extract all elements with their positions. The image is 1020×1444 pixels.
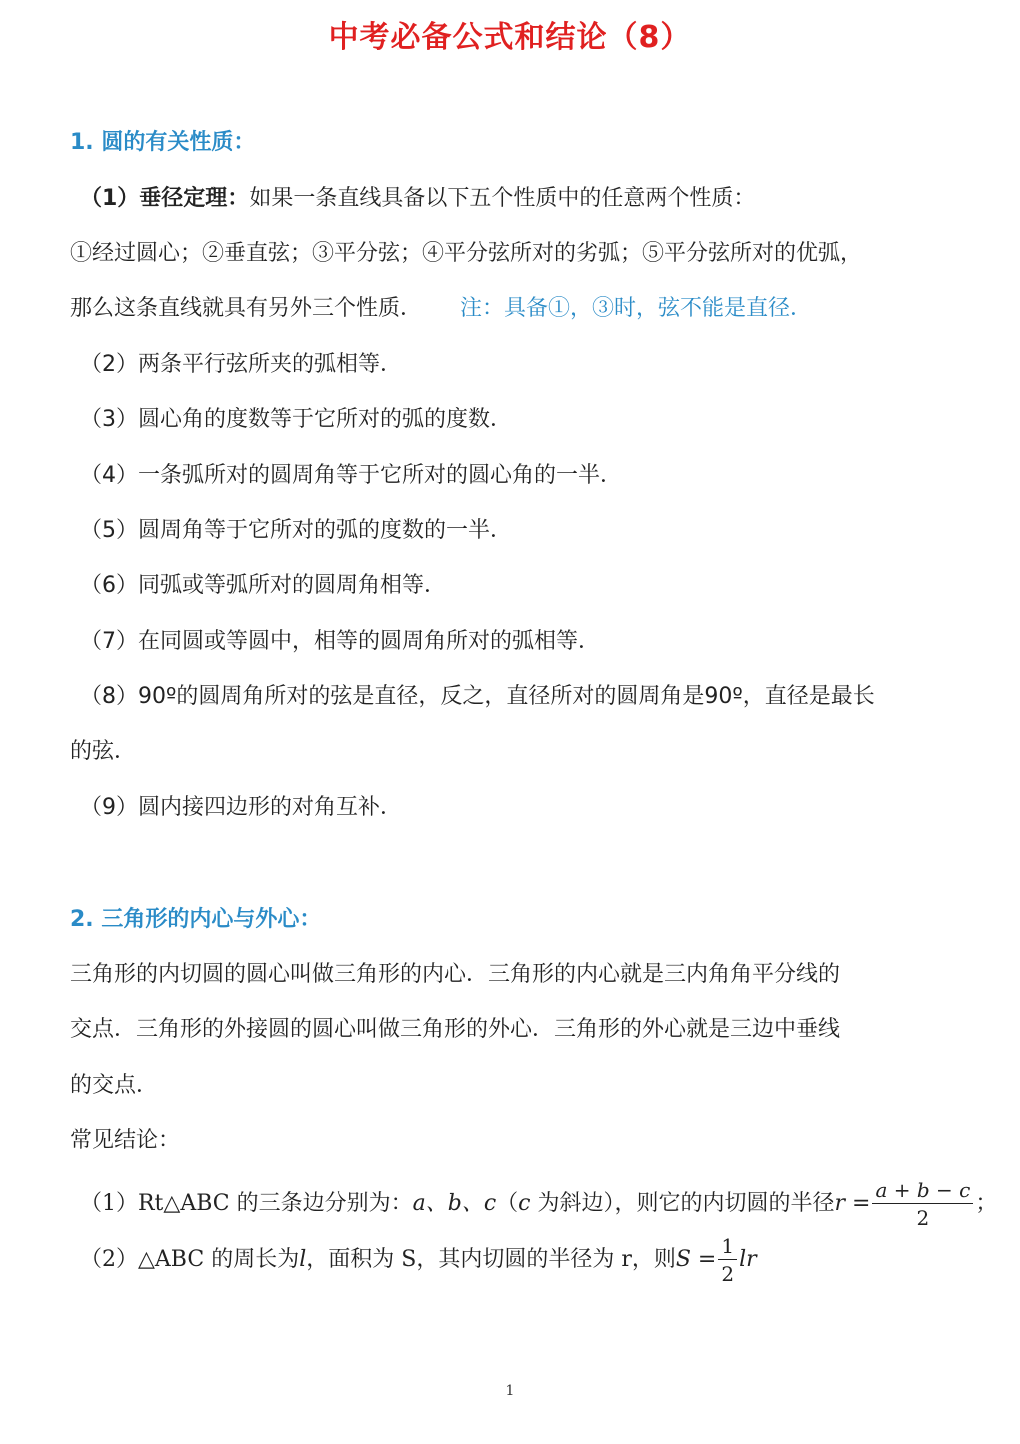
page-number: 1 — [505, 1383, 515, 1399]
conclusion-1-end: ； — [975, 1191, 998, 1216]
conclusion-1-fraction — [872, 1180, 973, 1228]
conclusion-1-numerator: a + b − c — [872, 1180, 973, 1204]
section-2-para-line-2: 交点．三角形的外接圆的圆心叫做三角形的外心．三角形的外心就是三边中垂线 — [70, 1017, 841, 1042]
conclusion-1-vars: a、b、c — [412, 1191, 497, 1216]
conclusion-1-c: c — [518, 1191, 531, 1216]
conclusion-1-lhs: r = — [834, 1191, 871, 1216]
conclusion-2-rhs: lr — [739, 1247, 757, 1272]
conclusion-2-fraction — [718, 1236, 737, 1284]
conclusion-1-prefix: （1）Rt△ABC 的三条边分别为： — [80, 1191, 413, 1216]
item-1-note: 注：具备①，③时，弦不能是直径． — [460, 296, 813, 321]
item-1-text: 如果一条直线具备以下五个性质中的任意两个性质： — [249, 186, 756, 211]
item-1-line-2: ①经过圆心；②垂直弦；③平分弦；④平分弦所对的劣弧；⑤平分弦所对的优弧， — [70, 241, 863, 266]
item-1-line-3-text: 那么这条直线就具有另外三个性质． — [70, 296, 423, 321]
section-1-heading: 1. 圆的有关性质： — [70, 130, 256, 155]
item-2: （2）两条平行弦所夹的弧相等． — [80, 352, 402, 377]
item-8-line-1: （8）90º的圆周角所对的弦是直径，反之，直径所对的圆周角是90º，直径是最长 — [80, 684, 875, 709]
item-3: （3）圆心角的度数等于它所对的弧的度数． — [80, 407, 512, 432]
section-2-para-line-1: 三角形的内切圆的圆心叫做三角形的内心．三角形的内心就是三内角角平分线的 — [70, 962, 841, 987]
item-6: （6）同弧或等弧所对的圆周角相等． — [80, 573, 446, 598]
item-1-line-3 — [70, 294, 812, 324]
item-9: （9）圆内接四边形的对角互补． — [80, 795, 402, 820]
conclusion-1 — [80, 1180, 997, 1228]
item-8-line-2: 的弦． — [70, 739, 137, 764]
conclusion-1-paren-text: 为斜边），则它的内切圆的半径 — [530, 1191, 835, 1216]
item-7: （7）在同圆或等圆中，相等的圆周角所对的弧相等． — [80, 629, 600, 654]
section-2-heading: 2. 三角形的内心与外心： — [70, 907, 322, 932]
item-4: （4）一条弧所对的圆周角等于它所对的圆心角的一半． — [80, 463, 622, 488]
conclusion-2-lhs: S = — [675, 1247, 717, 1272]
conclusion-2-numerator: 1 — [718, 1236, 737, 1260]
conclusion-2-prefix: （2）△ABC 的周长为 — [80, 1247, 300, 1272]
conclusion-1-paren-open: （ — [496, 1191, 519, 1216]
conclusion-2-denominator: 2 — [721, 1262, 735, 1286]
item-1-label: （1）垂径定理： — [80, 186, 250, 211]
document-title: 中考必备公式和结论（8） — [328, 20, 692, 55]
section-2-para-line-3: 的交点． — [70, 1073, 159, 1098]
item-1-line-1 — [80, 184, 755, 214]
conclusion-2 — [80, 1236, 757, 1284]
conclusion-2-l: l — [299, 1247, 307, 1272]
conclusions-heading: 常见结论： — [70, 1128, 181, 1153]
item-5: （5）圆周角等于它所对的弧的度数的一半． — [80, 518, 512, 543]
conclusion-2-mid: ，面积为 S，其内切圆的半径为 r，则 — [306, 1247, 676, 1272]
conclusion-1-denominator: 2 — [916, 1206, 930, 1230]
